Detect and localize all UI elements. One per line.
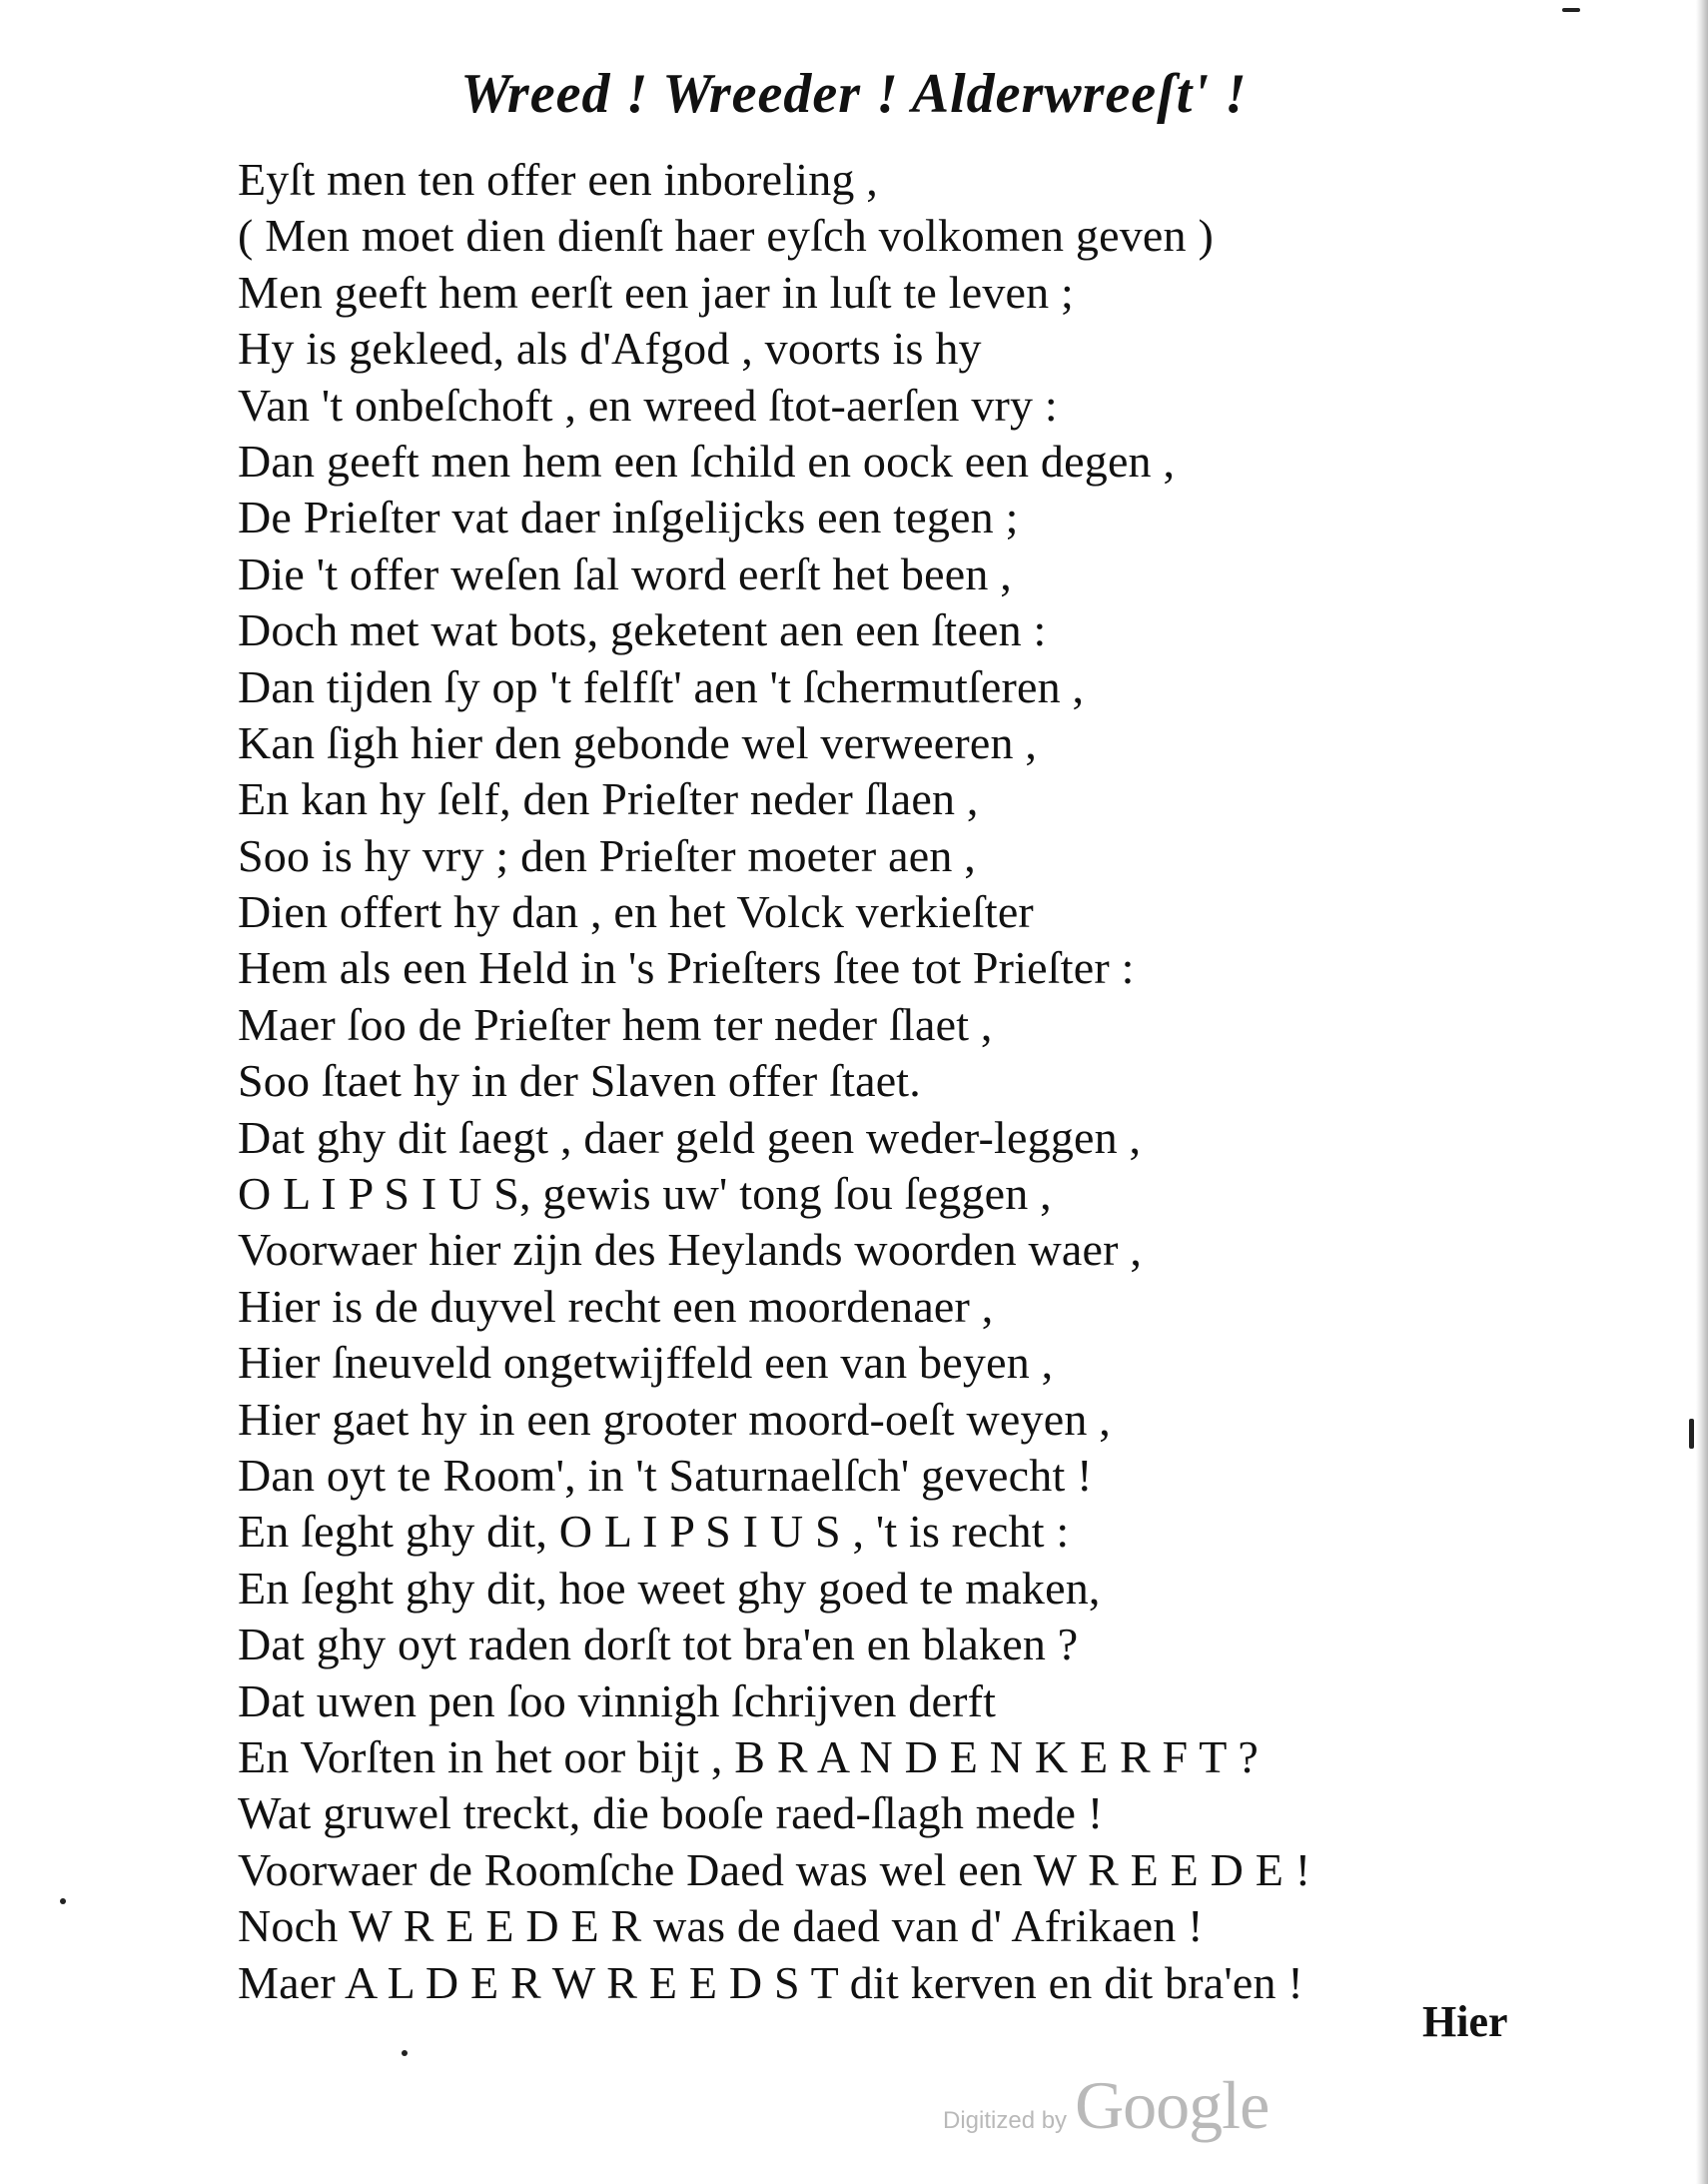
poem-line: Doch met wat bots, geketent aen een ſteen :	[238, 604, 1047, 656]
watermark-prefix: Digitized by	[943, 2107, 1068, 2134]
digitized-watermark	[943, 2066, 1269, 2145]
poem-line: De Prieſter vat daer inſgelijcks een tegen ;	[238, 492, 1019, 544]
poem-line: En Vorſten in het oor bijt , B R A N D E N K E R F T ?	[238, 1730, 1259, 1782]
poem-line: Maer A L D E R W R E E D S T dit kerven en dit bra'en !	[238, 1956, 1303, 2008]
poem-line: Dan geeft men hem een ſchild en oock een degen ,	[238, 435, 1176, 487]
poem-line: Hem als een Held in 's Prieſters ſtee tot Prieſter :	[238, 942, 1135, 994]
poem-line: Dien offert hy dan , en het Volck verkieſter	[238, 886, 1034, 938]
poem-line: Soo ſtaet hy in der Slaven offer ſtaet.	[238, 1055, 921, 1107]
poem-line: Hier is de duyvel recht een moordenaer ,	[238, 1280, 994, 1332]
poem-line: En ſeght ghy dit, hoe weet ghy goed te maken,	[238, 1562, 1101, 1614]
scan-speck	[60, 1898, 66, 1904]
poem-line: Die 't offer weſen ſal word eerſt het been ,	[238, 547, 1012, 599]
poem-line: En kan hy ſelf, den Prieſter neder ſlaen ,	[238, 773, 979, 825]
poem-line: Wat gruwel treckt, die booſe raed-ſlagh mede !	[238, 1787, 1104, 1839]
poem-line: Dat ghy oyt raden dorſt tot bra'en en blaken ?	[238, 1619, 1079, 1670]
poem-line: Hy is gekleed, als d'Afgod , voorts is hy	[238, 323, 982, 375]
scan-speck	[1689, 1419, 1694, 1449]
poem-line: Dan tijden ſy op 't felfſt' aen 't ſchermutſeren ,	[238, 660, 1085, 712]
poem-line: Eyſt men ten offer een inboreling ,	[238, 154, 879, 205]
poem-text	[238, 152, 1516, 2011]
poem-line: O L I P S I U S, gewis uw' tong ſou ſeggen ,	[238, 1168, 1052, 1220]
poem-line: Soo is hy vry ; den Prieſter moeter aen ,	[238, 829, 976, 881]
poem-line: Hier gaet hy in een grooter moord-oeſt weyen ,	[238, 1393, 1111, 1445]
catchword: Hier	[1422, 1997, 1508, 2046]
poem-line: Hier ſneuveld ongetwijffeld een van beyen ,	[238, 1337, 1054, 1389]
poem-line: Dat ghy dit ſaegt , daer geld geen weder-leggen ,	[238, 1111, 1142, 1163]
scan-speck	[1562, 8, 1580, 12]
poem-line: Men geeft hem eerſt een jaer in luſt te leven ;	[238, 266, 1075, 318]
page-title: Wreed ! Wreeder ! Alderwreeſt' !	[460, 63, 1248, 125]
poem-line: En ſeght ghy dit, O L I P S I U S , 't is recht :	[238, 1506, 1070, 1558]
poem-line: Maer ſoo de Prieſter hem ter neder ſlaet ,	[238, 998, 993, 1050]
scan-edge-shadow	[1696, 0, 1708, 2184]
poem-line: Voorwaer hier zijn des Heylands woorden waer ,	[238, 1224, 1143, 1276]
poem-line: Dan oyt te Room', in 't Saturnaelſch' gevecht !	[238, 1449, 1093, 1501]
poem-line: ( Men moet dien dienſt haer eyſch volkomen geven )	[238, 210, 1214, 262]
poem-line: Kan ſigh hier den gebonde wel verweeren ,	[238, 716, 1038, 768]
google-logo: Google	[1075, 2067, 1270, 2143]
poem-line: Dat uwen pen ſoo vinnigh ſchrijven derft	[238, 1674, 997, 1726]
poem-line: Noch W R E E D E R was de daed van d' Afrikaen !	[238, 1900, 1204, 1952]
poem-line: Voorwaer de Roomſche Daed was wel een W R E E D E !	[238, 1843, 1311, 1895]
scan-speck	[402, 2050, 408, 2056]
poem-line: Van 't onbeſchoft , en wreed ſtot-aerſen vry :	[238, 379, 1058, 431]
